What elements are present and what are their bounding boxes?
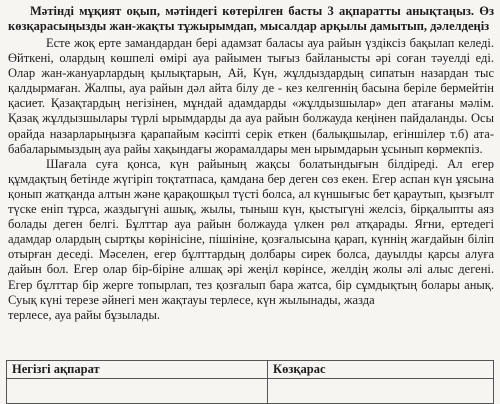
text-paragraph-1: Есте жоқ ерте замандардан бері адамзат баласы ауа райын үздіксіз бақылап келеді. Өйткені, олардың көшпелі өмірі ауа райымен тығыз байланысты әрі соған тәуелді еді. Олар жан-жануарлардың қылықтарын, Ай, Күн, жұлдыздардың сипатын назардан тыс қалдырмаған. Жалпы, ауа райын дәл айта білу де - кез келгеннің басына беріле бермейтін қасиет. Қазақтардың негізінен, мұндай адамдарды «жұлдызшылар» деп атағаны мәлім. Қазақ жұлдызшылары түрлі ырымдарды да ауа райын болжауда кеңінен пайдаланды. Осы орайда назарларыңызға қарапайым кәсіпті серік еткен (балықшылар, егіншілер т.б) ата- бабаларымыздың ауа райы хақындағы жорамалдары мен ырымдарын ұсынып көрмекпіз.	[8, 36, 494, 156]
table-row	[7, 379, 494, 404]
header-main-info: Негізгі ақпарат	[7, 361, 268, 379]
answer-table	[6, 360, 494, 404]
answer-cell-viewpoint[interactable]	[268, 379, 494, 404]
header-viewpoint: Көзқарас	[268, 361, 494, 379]
answer-table-header-row	[7, 361, 494, 379]
task-instruction: Мәтінді мұқият оқып, мәтіндегі көтерілген басты 3 ақпаратты анықтаңыз. Өз көзқарасыңызды жан-жақты тұжырымдап, мысалдар арқылы дамытып, дәлелдеңіз	[8, 4, 494, 33]
answer-cell-main-info[interactable]	[7, 379, 268, 404]
text-paragraph-tail: терлесе, ауа райы бұзылады.	[8, 307, 160, 322]
text-paragraph-2: Шағала суға қонса, күн райының жақсы болатындығын білдіреді. Ал егер құмдақтың бетінде жүгіріп тоқтатпаса, қамдана бер деген сөз екен. Егер аспан күн ұясына қонып жатқанда алтын және қарақошқыл түсті болса, ал күншығыс бет қараутып, қызғылт түске еніп тұрса, жаздыгүні ашық, жылы, тыныш күн, қыстыгүні желсіз, бірқалыпты аяз болады деген белгі. Бұлттар ауа райын болжауда үлкен рөл атқарады. Яғни, ертедегі адамдар олардың сыртқы көрінісіне, пішініне, қозғалысына қарап, күннің жағдайын біліп отырған деседі. Мәселен, егер бұлттардың долбары сирек болса, дауылды қарсы алуға дайын бол. Егер олар бір-біріне алшақ әрі жеңіл көрінсе, желдің жолы әлі алыс дегені. Егер бұлттар бір жерге топырлап, тез қозғалып бара жатса, бір сұмдықтың болары анық. Суық күні терезе әйнегі мен жақтауы терлесе, күн жылынады, жазда	[8, 156, 494, 307]
